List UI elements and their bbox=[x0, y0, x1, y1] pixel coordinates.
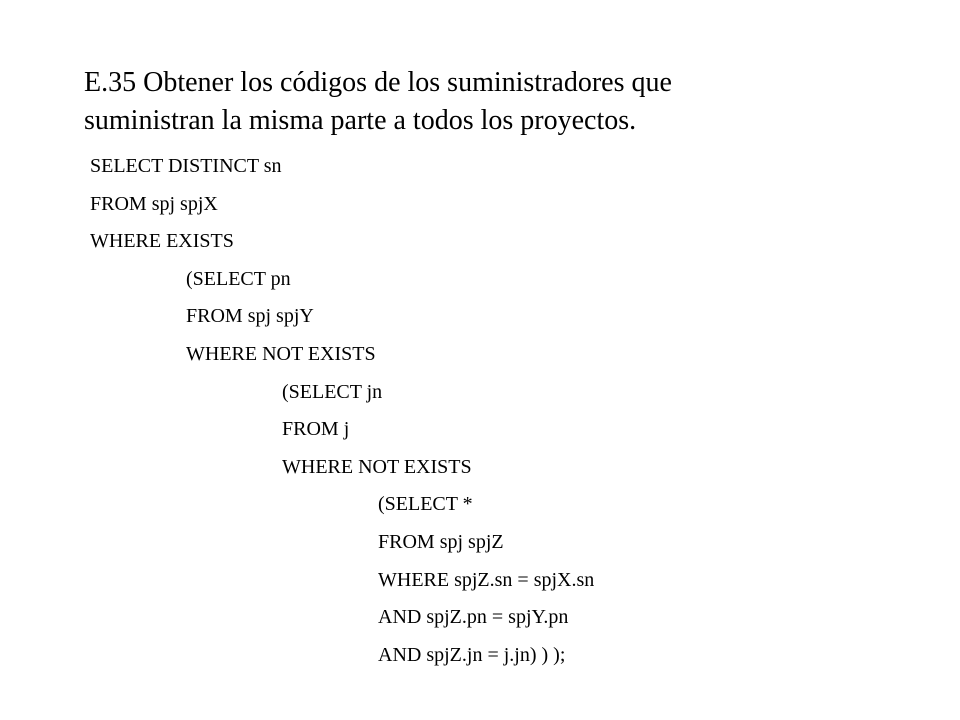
sql-line: FROM j bbox=[282, 418, 350, 441]
sql-line: FROM spj spjY bbox=[186, 305, 314, 328]
sql-line: WHERE NOT EXISTS bbox=[282, 455, 472, 478]
sql-line: WHERE NOT EXISTS bbox=[186, 342, 376, 365]
sql-line: FROM spj spjZ bbox=[378, 530, 504, 553]
sql-line: AND spjZ.pn = spjY.pn bbox=[378, 606, 569, 629]
sql-line: WHERE EXISTS bbox=[90, 230, 234, 253]
sql-line: FROM spj spjX bbox=[90, 192, 218, 215]
sql-line: AND spjZ.jn = j.jn) ) ); bbox=[378, 643, 566, 666]
sql-line: (SELECT * bbox=[378, 493, 473, 516]
slide-title-line-1: E.35 Obtener los códigos de los suministradores que bbox=[84, 67, 672, 98]
slide-title bbox=[84, 64, 904, 140]
slide-title-line-2: suministran la misma parte a todos los proyectos. bbox=[84, 105, 637, 136]
sql-query-block bbox=[90, 148, 594, 674]
sql-line: SELECT DISTINCT sn bbox=[90, 155, 282, 177]
sql-line: (SELECT pn bbox=[186, 267, 291, 290]
sql-line: WHERE spjZ.sn = spjX.sn bbox=[378, 568, 595, 591]
sql-line: (SELECT jn bbox=[282, 380, 383, 403]
